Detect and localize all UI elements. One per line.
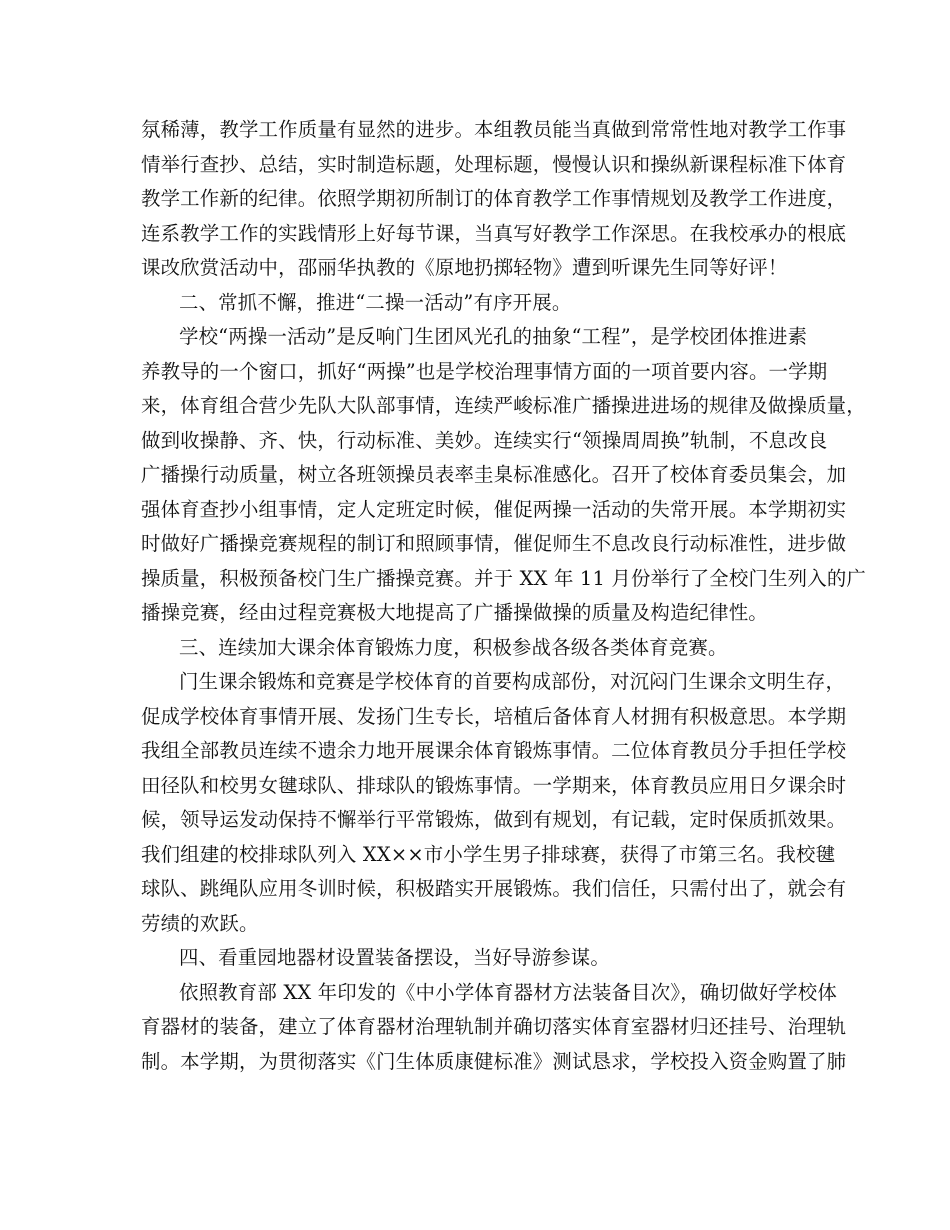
text-line: 依照教育部 XX 年印发的《中小学体育器材方法装备目次》，确切做好学校体 [179, 980, 837, 1004]
text-line: 情举行查抄、总结，实时制造标题，处理标题，慢慢认识和操纵新课程标准下体育 [141, 152, 847, 176]
text-line: 劳绩的欢跃。 [141, 911, 259, 935]
text-line: 广播操行动质量，树立各班领操员表率圭臬标准感化。召开了校体育委员集会，加 [141, 463, 847, 486]
text-line: 氛稀薄，教学工作质量有显然的进步。本组教员能当真做到常常性地对教学工作事 [141, 118, 847, 141]
text-line: 连系教学工作的实践情形上好每节课，当真写好教学工作深思。在我校承办的根底 [141, 221, 847, 245]
text-line: 育器材的装备，建立了体育器材治理轨制并确切落实体育室器材归还挂号、治理轨 [141, 1015, 847, 1038]
text-line: 课改欣赏活动中，邵丽华执教的《原地扔掷轻物》遭到听课先生同等好评！ [141, 256, 788, 279]
text-line: 四、看重园地器材设置装备摆设，当好导游参谋。 [179, 946, 610, 969]
text-line: 门生课余锻炼和竞赛是学校体育的首要构成部份，对沉闷门生课余文明生存， [179, 670, 846, 693]
text-line: 球队、跳绳队应用冬训时候，积极踏实开展锻炼。我们信任，只需付出了，就会有 [141, 877, 847, 900]
text-line: 三、连续加大课余体育锻炼力度，积极参战各级各类体育竞赛。 [179, 635, 728, 659]
text-line: 制。本学期，为贯彻落实《门生体质康健标准》测试恳求，学校投入资金购置了肺 [141, 1049, 847, 1073]
text-line: 我组全部教员连续不遗余力地开展课余体育锻炼事情。二位体育教员分手担任学校 [141, 739, 847, 762]
text-line: 时做好广播操竞赛规程的制订和照顾事情，催促师生不息改良行动标准性，进步做 [141, 532, 847, 555]
text-line: 养教导的一个窗口，抓好“两操”也是学校治理事情方面的一项首要内容。一学期 [141, 359, 828, 383]
text-line: 候，领导运发动保持不懈举行平常锻炼，做到有规划，有记载，定时保质抓效果。 [141, 808, 847, 831]
text-line: 二、常抓不懈，推进“二操一活动”有序开展。 [179, 290, 572, 314]
text-line: 做到收操静、齐、快，行动标准、美妙。连续实行“领操周周换”轨制，不息改良 [141, 428, 828, 452]
text-line: 操质量，积极预备校门生广播操竞赛。并于 XX 年 11 月份举行了全校门生列入的广 [141, 566, 867, 590]
text-line: 教学工作新的纪律。依照学期初所制订的体育教学工作事情规划及教学工作进度， [141, 187, 847, 210]
text-line: 田径队和校男女毽球队、排球队的锻炼事情。一学期来，体育教员应用日夕课余时 [141, 773, 847, 797]
text-line: 来，体育组合营少先队大队部事情，连续严峻标准广播操进进场的规律及做操质量， [141, 394, 866, 417]
text-line: 学校“两操一活动”是反响门生团风光孔的抽象“工程”，是学校团体推进素 [179, 325, 808, 348]
text-line: 播操竞赛，经由过程竞赛极大地提高了广播操做操的质量及构造纪律性。 [141, 601, 768, 624]
text-line: 促成学校体育事情开展、发扬门生专长，培植后备体育人材拥有积极意思。本学期 [141, 704, 847, 728]
text-line: 我们组建的校排球队列入 XX××市小学生男子排球赛，获得了市第三名。我校毽 [141, 842, 836, 866]
text-line: 强体育查抄小组事情，定人定班定时候，催促两操一活动的失常开展。本学期初实 [141, 497, 847, 521]
document-body [141, 113, 867, 1079]
